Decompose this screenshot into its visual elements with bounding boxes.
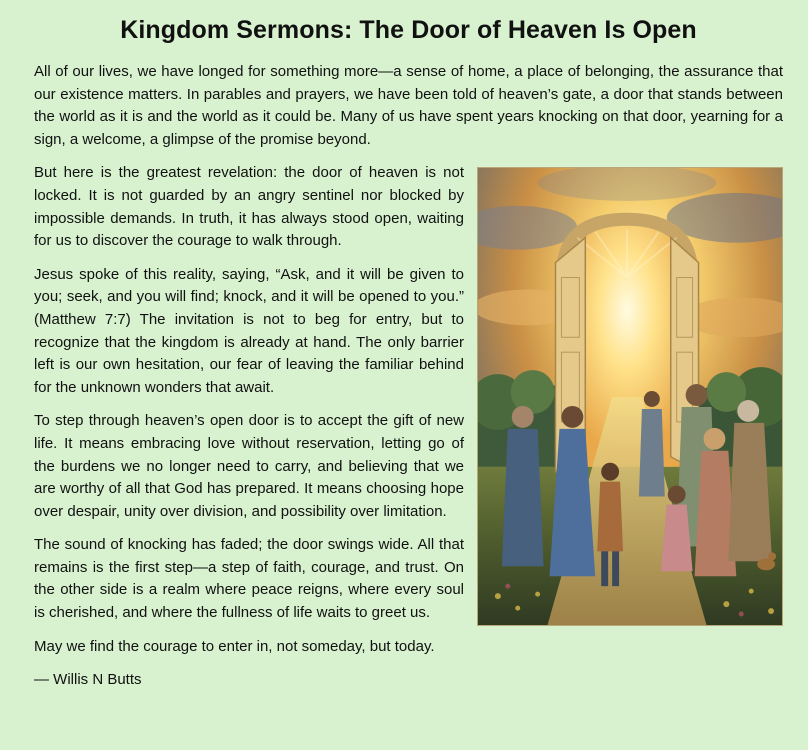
paragraph-6: May we find the courage to enter in, not someday, but today. [34,637,435,655]
paragraph-1: All of our lives, we have longed for something more—a sense of home, a place of belonging, the assurance that our existence matters. In parables and prayers, we have been told of heaven’s gate, a door that stands between the world as it is and the world as it could be. Many of us have spent years knocking on that door, yearning for a sign, a welcome, a glimpse of the promise beyond. [34,63,783,148]
sermon-page [0,16,808,750]
paragraph-5: The sound of knocking has faded; the door swings wide. All that remains is the first step—a step of faith, courage, and trust. On the other side is a realm where peace reigns, where every soul is cherished, and where the fullness of life waits to greet us. [34,536,464,622]
author-signature: — Willis N Butts [34,671,142,689]
paragraph-4: To step through heaven’s open door is to accept the gift of new life. It means embracing love without reservation, letting go of the burdens we no longer need to carry, and believing that we are worthy of all that God has prepared. It means choosing hope over despair, unity over division, and possibility over limitation. [34,412,464,520]
paragraph-2: But here is the greatest revelation: the door of heaven is not locked. It is not guarded by an angry sentinel nor blocked by impossible demands. In truth, it has always stood open, waiting for us to discover the courage to walk through. [34,164,464,250]
open-door-painting [477,167,783,626]
sermon-body [34,61,783,692]
paragraph-3: Jesus spoke of this reality, saying, “Ask, and it will be given to you; seek, and you will find; knock, and it will be opened to you.” (Matthew 7:7) The invitation is not to beg for entry, but to recognize that the kingdom is already at hand. The only barrier left is our own hesitation, our fear of leaving the familiar behind for the unknown wonders that await. [34,265,464,396]
page-title: Kingdom Sermons: The Door of Heaven Is Open [120,16,697,44]
